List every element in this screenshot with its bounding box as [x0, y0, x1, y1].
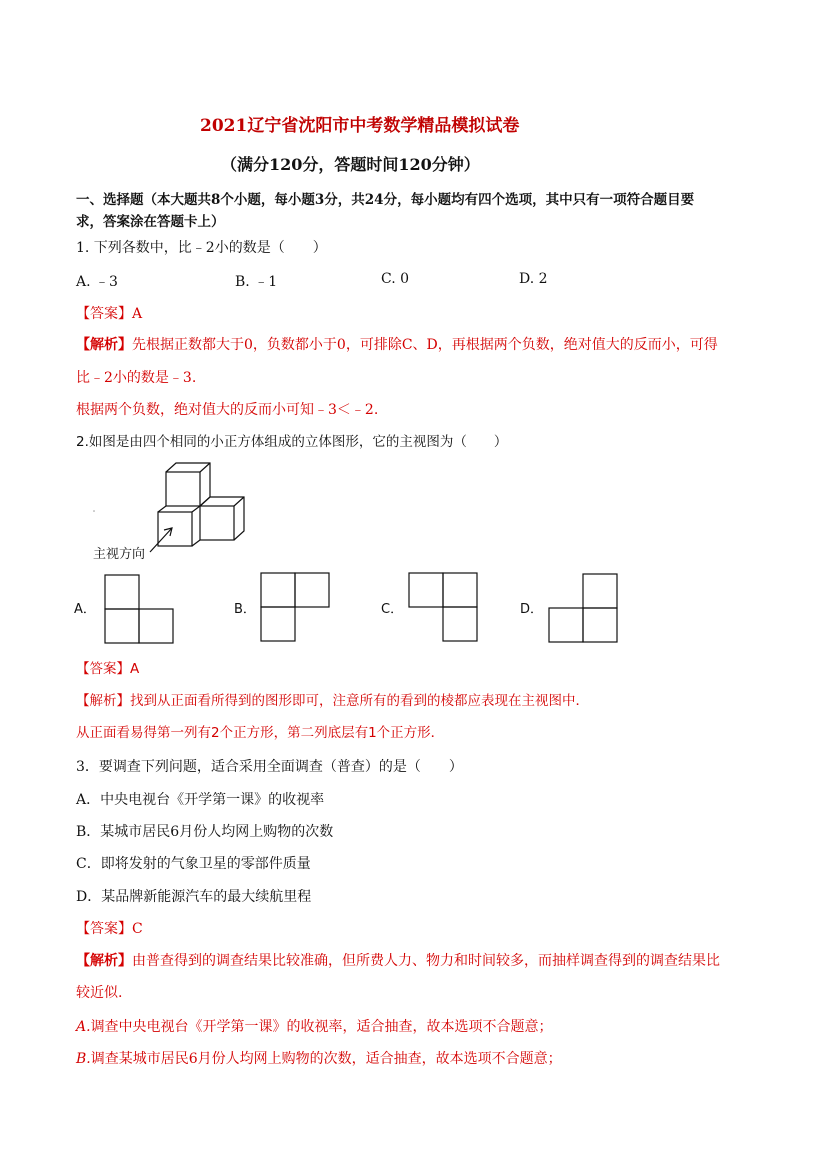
- page-title: 2021辽宁省沈阳市中考数学精品模拟试卷: [200, 116, 520, 136]
- q3-analysis-line4-text: 调查某城市居民6月份人均网上购物的次数，适合抽查，故本选项不合题意；: [90, 1051, 562, 1067]
- q3-stem: 3．要调查下列问题，适合采用全面调查（普查）的是（ ）: [76, 759, 463, 775]
- q2-option-c-figure: [408, 572, 478, 642]
- q2-direction-label: 主视方向: [93, 547, 146, 562]
- section-header-line2: 求，答案涂在答题卡上）: [76, 214, 225, 230]
- q1-option-b: B. ﹣1: [235, 274, 278, 290]
- q2-analysis-line2: 从正面看易得第一列有2个正方形，第二列底层有1个正方形．: [76, 725, 445, 741]
- q2-answer: 【答案】A: [76, 661, 140, 677]
- q1-stem: 1. 下列各数中，比﹣2小的数是（ ）: [76, 240, 327, 256]
- q3-analysis-line3-text: 调查中央电视台《开学第一课》的收视率，适合抽查，故本选项不合题意；: [90, 1019, 553, 1035]
- q3-option-b: B．某城市居民6月份人均网上购物的次数: [76, 824, 334, 840]
- q2-option-d-figure: [548, 573, 618, 643]
- page-subtitle: （满分120分，答题时间120分钟）: [221, 155, 480, 174]
- q2-analysis-label: 【解析】: [76, 693, 130, 709]
- q3-analysis-line4: [76, 1048, 562, 1068]
- q3-analysis-line2: 较近似.: [76, 985, 123, 1001]
- q2-analysis-text: 找到从正面看所得到的图形即可，注意所有的看到的棱都应表现在主视图中．: [130, 693, 589, 709]
- q1-analysis-label: 【解析】: [76, 337, 132, 353]
- q3-answer: 【答案】C: [76, 921, 143, 937]
- q2-option-b-figure: [260, 572, 330, 642]
- q1-option-a: A. ﹣3: [76, 274, 118, 290]
- section-header-line1: 一、选择题（本大题共8个小题，每小题3分，共24分，每小题均有四个选项，其中只有一项符合题目要: [76, 192, 695, 208]
- q1-option-c: C. 0: [381, 271, 410, 287]
- q2-option-b-label: B．: [234, 602, 256, 617]
- q3-analysis-label: 【解析】: [76, 953, 132, 969]
- q3-analysis-line4-prefix: B.: [76, 1051, 91, 1067]
- q1-option-d: D. 2: [519, 271, 548, 287]
- q1-analysis-line3: 根据两个负数，绝对值大的反而小可知﹣3＜﹣2.: [76, 402, 379, 418]
- q2-option-c-label: C．: [381, 602, 404, 617]
- q2-option-a-figure: [104, 574, 174, 644]
- q2-option-d-label: D．: [520, 602, 544, 617]
- q3-analysis-line1: [76, 950, 720, 970]
- q3-option-c: C．即将发射的气象卫星的零部件质量: [76, 856, 311, 872]
- q2-stem: 2.如图是由四个相同的小正方体组成的立体图形，它的主视图为（ ）: [76, 434, 508, 450]
- q1-analysis-text: 先根据正数都大于0，负数都小于0，可排除C、D，再根据两个负数，绝对值大的反而小，可得: [132, 337, 718, 353]
- q1-analysis-line1: [76, 334, 718, 354]
- q3-analysis-line3: [76, 1016, 553, 1036]
- q3-analysis-text: 由普查得到的调查结果比较准确，但所费人力、物力和时间较多，而抽样调查得到的调查结果比: [132, 953, 720, 969]
- q2-option-a-label: A．: [74, 602, 96, 617]
- q1-analysis-line2: 比﹣2小的数是﹣3.: [76, 370, 197, 386]
- q1-answer: 【答案】A: [76, 306, 143, 322]
- q3-option-a: A．中央电视台《开学第一课》的收视率: [76, 792, 325, 808]
- q3-option-d: D．某品牌新能源汽车的最大续航里程: [76, 889, 312, 905]
- q3-analysis-line3-prefix: A.: [76, 1019, 91, 1035]
- q2-analysis-line1: [76, 689, 589, 709]
